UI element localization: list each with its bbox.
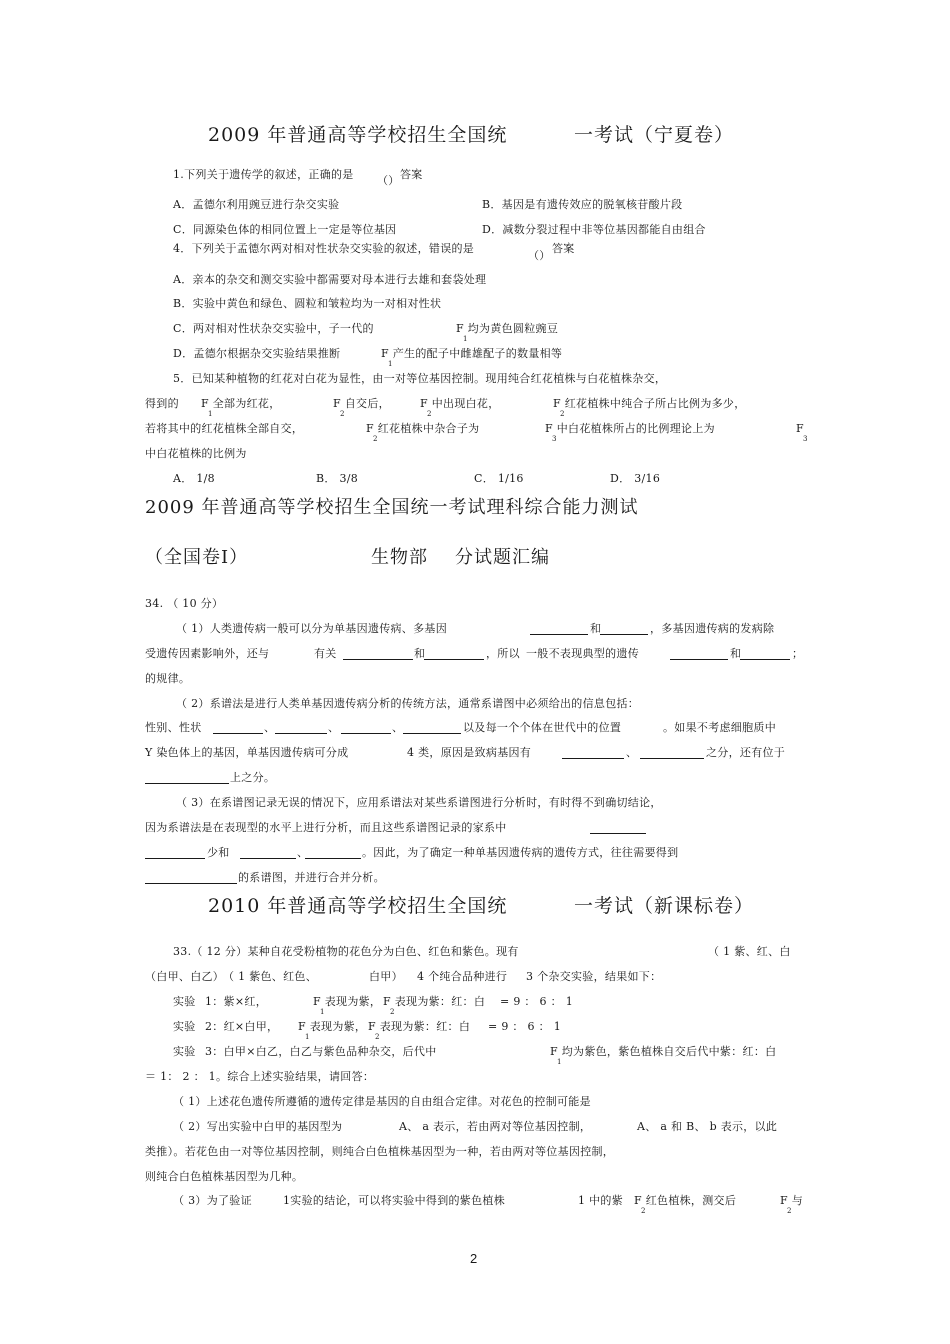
q34-part-1-line-2: 受遗传因素影响外，还与: [145, 647, 270, 660]
q1-blank: （）: [377, 174, 400, 187]
subscript: 2: [427, 410, 432, 418]
answer-blank: [403, 733, 461, 734]
q5-stem-line-3c: F 中白花植株所占的比例理论上为: [545, 422, 715, 435]
subscript: 1: [463, 335, 468, 343]
q5-option-a: A． 1/8: [173, 472, 215, 485]
q34-part-2-line-2: 性别、性状: [145, 721, 202, 734]
q4-option-c-tail: F 均为黄色圆粒豌豆: [456, 322, 559, 335]
q34-part-2-line-3c: 之分，还有位于: [706, 746, 786, 759]
answer-blank: [640, 758, 704, 759]
q34-part-1-line-2d: ，所以: [486, 647, 520, 660]
answer-blank: [145, 783, 229, 784]
q33-stem-line-2: （白甲、白乙）: [145, 970, 225, 983]
q34-part-1-line-2c: 和: [414, 647, 426, 660]
q4-blank: （）: [528, 249, 551, 262]
q4-option-b: B．实验中黄色和绿色、圆粒和皱粒均为一对相对性状: [173, 297, 442, 310]
answer-blank: [530, 634, 588, 635]
answer-blank: [305, 858, 361, 859]
q33-exp3-f1: F 均为紫色，紫色植株自交后代中紫：红：白: [550, 1045, 777, 1058]
q33-exp3-label: 实验: [173, 1045, 196, 1058]
q4-stem: 4．下列关于孟德尔两对相对性状杂交实验的叙述，错误的是: [173, 242, 475, 255]
q33-question-2e: 则纯合白色植株基因型为几种。: [145, 1170, 304, 1183]
q5-option-b: B． 3/8: [316, 472, 359, 485]
q33-exp2-f1: F 表现为紫，: [298, 1020, 367, 1033]
q33-stem-line-1: 33.（ 12 分）某种自花受粉植物的花色分为白色、红色和紫色。现有: [173, 945, 519, 958]
q5-stem-line-2e: F 红花植株中纯合子所占比例为多少，: [553, 397, 746, 410]
q34-part-2-line-2c: 。如果不考虑细胞质中: [663, 721, 776, 734]
q33-stem-line-2d: 4 个纯合品种进行: [417, 970, 508, 983]
q1-paren: 答案: [400, 168, 423, 181]
q34-part-1-line-2f: 和: [730, 647, 742, 660]
q33-question-3e: F 与: [780, 1194, 804, 1207]
q5-stem-line-2c: F 自交后，: [333, 397, 390, 410]
page-number: 2: [470, 1251, 478, 1266]
section-heading-2010-tail: 一考试（新课标卷）: [574, 895, 755, 917]
answer-blank: [600, 634, 648, 635]
q34-part-3-line-3b: 。因此，为了确定一种单基因遗传病的遗传方式，往往需要得到: [362, 846, 679, 859]
answer-blank: [341, 733, 391, 734]
q34-part-2-line-4: 上之分。: [230, 771, 276, 784]
answer-blank: [275, 733, 327, 734]
q33-stem-line-2b: （ 1 紫色、红色、: [223, 970, 317, 983]
q4-option-a: A．亲本的杂交和测交实验中都需要对母本进行去雄和套袋处理: [173, 273, 487, 286]
q5-stem-line-3b: F 红花植株中杂合子为: [366, 422, 480, 435]
section-heading-2009-tail: 一考试（宁夏卷）: [574, 124, 735, 146]
q33-exp2-cross: 2：红×白甲，: [205, 1020, 279, 1033]
answer-blank: [343, 659, 413, 660]
q34-part-2-sep: 、: [626, 746, 638, 759]
q33-exp3-cross: 3：白甲×白乙，白乙与紫色品种杂交，后代中: [205, 1045, 437, 1058]
q34-part-1-line-2b: 有关: [314, 647, 337, 660]
q33-stem-line-2c: 白甲）: [369, 970, 403, 983]
q34-part-3-line-4: 的系谱图，并进行合并分析。: [238, 871, 385, 884]
answer-blank: [562, 758, 624, 759]
q5-option-d: D． 3/16: [610, 472, 661, 485]
q4-option-c: C．两对相对性状杂交实验中，子一代的: [173, 322, 374, 335]
answer-blank: [740, 659, 790, 660]
q34-part-1-line-3: 的规律。: [145, 672, 191, 685]
q1-option-c: C．同源染色体的相同位置上一定是等位基因: [173, 223, 397, 236]
q33-stem-line-1b: （ 1 紫、红、白: [708, 945, 791, 958]
q34-part-2-sep: 、: [264, 721, 276, 734]
answer-blank: [145, 883, 237, 884]
subscript: 2: [375, 1033, 380, 1041]
subscript: 2: [340, 410, 345, 418]
subscript: 2: [373, 435, 378, 443]
q34-part-3-line-2: 因为系谱法是在表现型的水平上进行分析，而且这些系谱图记录的家系中: [145, 821, 507, 834]
q33-question-2: （ 2）写出实验中白甲的基因型为: [173, 1120, 343, 1133]
q34-part-2-line-3: Y 染色体上的基因，单基因遗传病可分成: [145, 746, 349, 759]
q5-stem-line-3: 若将其中的红花植株全部自交，: [145, 422, 304, 435]
q34-part-1-line-2g: ；: [792, 647, 804, 660]
q33-question-3b: 1实验的结论，可以将实验中得到的紫色植株: [283, 1194, 505, 1207]
subscript: 2: [390, 1008, 395, 1016]
subscript: 1: [208, 410, 213, 418]
q1-option-b: B．基因是有遗传效应的脱氧核苷酸片段: [482, 198, 683, 211]
q33-exp2-f2: F 表现为紫：红：白: [368, 1020, 471, 1033]
section-heading-2010: 2010 年普通高等学校招生全国统: [208, 895, 508, 917]
q33-question-2d: 类推）。若花色由一对等位基因控制，则纯合白色植株基因型为一种，若由两对等位基因控制，: [145, 1145, 615, 1158]
subscript: 1: [557, 1058, 562, 1066]
q33-exp1-cross: 1：紫×红，: [205, 995, 268, 1008]
subscript: 3: [803, 435, 808, 443]
q33-question-2b: A、 a 表示，若由两对等位基因控制，: [399, 1120, 592, 1133]
subscript: 1: [305, 1033, 310, 1041]
q5-stem-line-1: 5．已知某种植物的红花对白花为显性，由一对等位基因控制。现用纯合红花植株与白花植株杂交，: [173, 372, 667, 385]
answer-blank: [145, 858, 205, 859]
q34-part-1-line-2e: 一般不表现典型的遗传: [526, 647, 639, 660]
q5-stem-line-3d: F: [796, 422, 804, 435]
q34-part-1-and: 和: [590, 622, 602, 635]
q1-stem: 1.下列关于遗传学的叙述，正确的是: [173, 168, 354, 181]
subscript: 2: [641, 1207, 646, 1215]
q33-exp3-ratio: ＝ 1： 2 ： 1。综合上述实验结果，请回答：: [145, 1070, 375, 1083]
subscript: 3: [552, 435, 557, 443]
q34-part-2-line-2b: 以及每一个个体在世代中的位置: [463, 721, 622, 734]
q34-part-1-line-1: （ 1）人类遗传病一般可以分为单基因遗传病、多基因: [176, 622, 447, 635]
section-heading-2009-national-line-2b: 生物部: [371, 547, 428, 568]
q34-part-2-sep: 、: [392, 721, 404, 734]
q33-exp1-ratio: = 9 ： 6 ： 1: [500, 995, 573, 1008]
q33-question-3d: F 红色植株，测交后: [634, 1194, 737, 1207]
answer-blank: [213, 733, 263, 734]
q34-part-2-line-3b: 4 类，原因是致病基因有: [407, 746, 532, 759]
q34-part-2-sep: 、: [328, 721, 340, 734]
q34-part-3-line-3: 少和: [207, 846, 230, 859]
subscript: 2: [560, 410, 565, 418]
q5-stem-line-2: 得到的: [145, 397, 179, 410]
q33-exp1-label: 实验: [173, 995, 196, 1008]
section-heading-2009-national: 2009 年普通高等学校招生全国统一考试理科综合能力测试: [145, 497, 639, 518]
q33-question-2c: A、 a 和 B、 b 表示，以此: [637, 1120, 778, 1133]
q5-stem-line-2d: F 中出现白花，: [420, 397, 500, 410]
q1-option-a: A．孟德尔利用豌豆进行杂交实验: [173, 198, 340, 211]
q33-exp1-f2: F 表现为紫：红：白: [383, 995, 486, 1008]
q5-stem-line-4: 中白花植株的比例为: [145, 447, 247, 460]
q33-question-3: （ 3）为了验证: [173, 1194, 252, 1207]
subscript: 1: [388, 360, 393, 368]
section-heading-2009-national-line-2c: 分试题汇编: [455, 547, 550, 568]
q4-paren: 答案: [552, 242, 575, 255]
q5-stem-line-2b: F 全部为红花，: [201, 397, 281, 410]
q4-option-d: D．孟德尔根据杂交实验结果推断: [173, 347, 341, 360]
q34-part-2-line-1: （ 2）系谱法是进行人类单基因遗传病分析的传统方法，通常系谱图中必须给出的信息包括：: [176, 697, 640, 710]
q1-option-d: D．减数分裂过程中非等位基因都能自由组合: [482, 223, 706, 236]
q34-part-3-line-1: （ 3）在系谱图记录无误的情况下，应用系谱法对某些系谱图进行分析时，有时得不到确切结论，: [176, 796, 662, 809]
answer-blank: [590, 833, 646, 834]
q5-option-c: C． 1/16: [474, 472, 524, 485]
section-heading-2009-national-line-2: （全国卷Ⅰ）: [145, 547, 249, 568]
q33-exp1-f1: F 表现为紫，: [313, 995, 382, 1008]
q33-exp2-label: 实验: [173, 1020, 196, 1033]
section-heading-2009: 2009 年普通高等学校招生全国统: [208, 124, 508, 146]
answer-blank: [424, 659, 484, 660]
subscript: 2: [787, 1207, 792, 1215]
q33-question-1: （ 1）上述花色遗传所遵循的遗传定律是基因的自由组合定律。对花色的控制可能是: [173, 1095, 591, 1108]
q33-question-3c: 1 中的紫: [578, 1194, 623, 1207]
answer-blank: [240, 858, 296, 859]
q34-header: 34. （ 10 分）: [145, 597, 224, 610]
q4-option-d-tail: F 产生的配子中雌雄配子的数量相等: [381, 347, 563, 360]
q34-part-1-line-1-tail: ，多基因遗传病的发病除: [650, 622, 775, 635]
subscript: 1: [320, 1008, 325, 1016]
answer-blank: [670, 659, 728, 660]
q33-stem-line-2e: 3 个杂交实验，结果如下：: [526, 970, 662, 983]
q34-part-3-sep: 、: [297, 846, 309, 859]
q33-exp2-ratio: = 9 ： 6 ： 1: [488, 1020, 561, 1033]
